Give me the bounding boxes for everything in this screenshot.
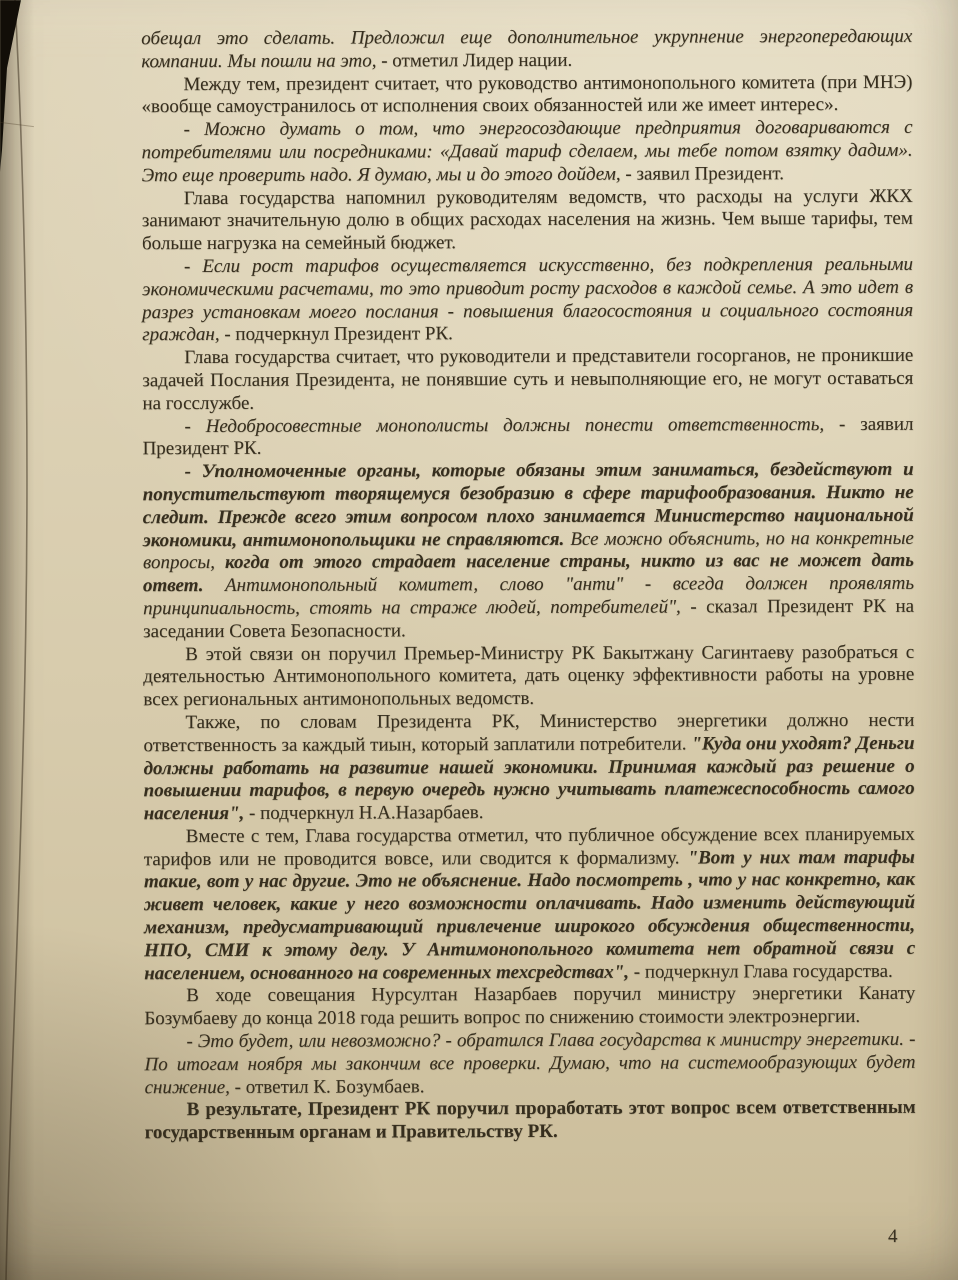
text-run: В результате, Президент РК поручил проработать этот вопрос всем ответственным государственным органам и Правительству РК. bbox=[144, 1097, 916, 1144]
paragraph bbox=[142, 185, 913, 256]
paragraph bbox=[144, 824, 915, 986]
page-edge-shadow bbox=[0, 0, 34, 1280]
text-run: - заявил Президент РК. bbox=[142, 413, 914, 460]
text-run: - подчеркнул Президент РК. bbox=[219, 323, 453, 346]
paragraph bbox=[142, 345, 913, 416]
text-run: - Недобросовестные монополисты должны понести ответственность, bbox=[184, 413, 825, 437]
document-text bbox=[141, 26, 916, 1145]
paragraph bbox=[144, 1029, 915, 1100]
text-run: - ответил К. Бозумбаев. bbox=[229, 1075, 425, 1098]
text-run: - Уполномоченные органы, которые обязаны этим заниматься, бездействуют и попустительствуют творящемуся безобразию в сфере тарифообразования. Никто не следит. Прежде всего этим вопросом плохо занимается Министерство национальной экономики, антимонопольщики не справляются. bbox=[142, 458, 914, 551]
text-run: - отметил Лидер нации. bbox=[376, 49, 573, 72]
text-run: обещал это сделать. Предложил еще дополнительное укрупнение энергопередающих компании. Мы пошли на это, bbox=[141, 25, 913, 73]
text-run: Все можно объяснить, но на конкретные вопросы, bbox=[142, 527, 914, 574]
paragraph bbox=[142, 117, 913, 188]
text-run: Глава государства напомнил руководителям ведомств, что расходы на услуги ЖКХ занимают значительную долю в общих расходах населения на жизнь. Чем выше тарифы, тем больше нагрузка на семейный бюджет. bbox=[141, 185, 913, 255]
paragraph bbox=[141, 71, 912, 119]
paragraph bbox=[144, 983, 915, 1031]
text-run: "Вот у них там тарифы такие, вот у нас другие. Это не объяснение. Надо посмотреть , что у нас конкретно, как живет человек, какие у него возможности оплачивать. Надо изменить действующий механизм, предусматривающий привлечение широкого обсуждения общественности, НПО, СМИ к этому делу. У Антимонопольного комитета нет обратной связи с населением, основанного на современных техсредствах", bbox=[143, 846, 916, 984]
text-run: - подчеркнул Глава государства. bbox=[628, 960, 893, 983]
text-run: Вместе с тем, Глава государства отметил, что публичное обсуждение всех планируемых тарифов или не проводится вовсе, или сводится к формализму. bbox=[143, 823, 915, 870]
text-run: В ходе совещания Нурсултан Назарбаев поручил министру энергетики Канату Бозумбаеву до конца 2018 года решить вопрос по снижению стоимости электроэнергии. bbox=[144, 983, 916, 1030]
text-run: - Это будет, или невозможно? - обратился Глава государства к министру энергетики. - По итогам ноября мы закончим все проверки. Думаю, что на системообразующих будет снижение, bbox=[144, 1028, 916, 1098]
text-run: - Можно думать о том, что энергосоздающие предприятия договариваются с потребителями или посредниками: «Давай тариф сделаем, мы тебе потом взятку дадим». Это еще проверить надо. Я думаю, мы и до этого дойдем, bbox=[141, 116, 913, 186]
text-run: Антимонопольный комитет, слово "анти" - всегда должен проявлять принципиальность, стоять на страже людей, потребителей", bbox=[143, 572, 915, 620]
text-run: - сказал Президент РК на заседании Совета Безопасности. bbox=[143, 595, 915, 642]
paragraph bbox=[143, 641, 914, 712]
paragraph bbox=[145, 1097, 916, 1145]
text-run: - подчеркнул Н.А.Назарбаев. bbox=[244, 802, 484, 824]
paragraph bbox=[142, 254, 913, 348]
text-run: - заявил Президент. bbox=[620, 162, 784, 185]
paragraph bbox=[141, 26, 912, 74]
text-run: - Если рост тарифов осуществляется искусственно, без подкрепления реальными экономическими расчетами, то это приводит росту расходов в каждой семье. А это идет в разрез установкам моего послания - повышения благосостояния и социального состояния граждан, bbox=[142, 253, 914, 346]
paragraph bbox=[143, 459, 915, 644]
paragraph bbox=[143, 710, 914, 826]
text-run: Между тем, президент считает, что руководство антимонопольного комитета (при МНЭ) «вообще самоустранилось от исполнения своих обязанностей или же имеет интерес». bbox=[141, 71, 913, 118]
text-run: когда от этого страдает население страны, никто из вас не может дать ответ. bbox=[142, 550, 914, 597]
paragraph bbox=[142, 413, 913, 461]
text-run: Также, по словам Президента РК, Министерство энергетики должно нести ответственность за каждый тиын, который заплатили потребители. bbox=[143, 709, 915, 756]
page-number: 4 bbox=[888, 1226, 898, 1247]
text-run: В этой связи он поручил Премьер-Министру РК Бакытжану Сагинтаеву разобраться с деятельностью Антимонопольного комитета, дать оценку эффективности работы на уровне всех региональных антимонопольных ведомств. bbox=[143, 641, 915, 711]
text-run: "Куда они уходят? Деньги должны работать на развитие нашей экономики. Принимая каждый раз решение о повышении тарифов, в первую очередь нужно учитывать платежеспособность самого населения", bbox=[143, 732, 915, 825]
text-run: Глава государства считает, что руководители и представители госорганов, не проникшие задачей Послания Президента, не понявшие суть и невыполняющие его, не могут оставаться на госслужбе. bbox=[142, 344, 914, 414]
